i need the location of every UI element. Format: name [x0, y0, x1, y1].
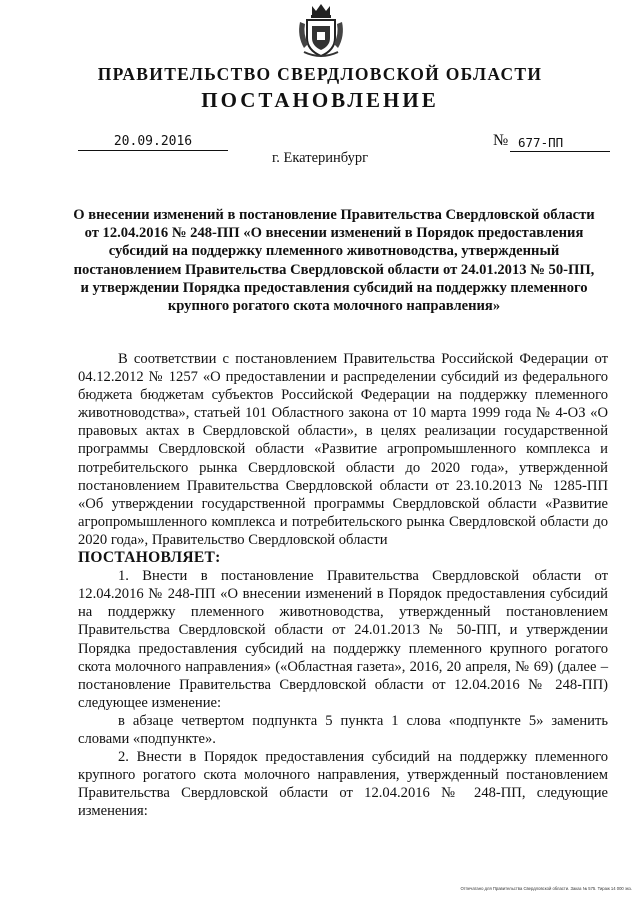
document-type: ПОСТАНОВЛЕНИЕ	[201, 88, 439, 112]
document-date: 20.09.2016	[78, 134, 228, 151]
document-number: 677-ПП	[510, 135, 610, 152]
item-1-sub-paragraph: в абзаце четвертом подпункта 5 пункта 1 слова «подпункте 5» заменить словами «подпункте».	[78, 712, 608, 747]
government-name: ПРАВИТЕЛЬСТВО СВЕРДЛОВСКОЙ ОБЛАСТИ	[97, 64, 543, 84]
item-1-paragraph: 1. Внести в постановление Правительства Свердловской области от 12.04.2016 № 248-ПП «О внесении изменений в Порядок предоставления субсидий на поддержку племенного животноводства, утвержденный постановлением Правительства Свердловской области от 24.01.2013 № 50-ПП, и утверждении Порядка предоставления субсидий на поддержку племенного крупного рогатого скота молочного направления» («Областная газета», 2016, 20 апреля, № 69) (далее – постановление Правительства Свердловской области от 12.04.2016 № 248-ПП) следующее изменение:	[78, 568, 608, 711]
document-title: О внесении изменений в постановление Правительства Свердловской области от 12.04.2016 № 248-ПП «О внесении изменений в Порядок предоставления субсидий на поддержку племенного животноводства, утвержденный постановлением Правительства Свердловской области от 24.01.2013 № 50-ПП, и утверждении Порядка предоставления субсидий на поддержку племенного крупного рогатого скота молочного направления»	[73, 207, 595, 315]
preamble-paragraph: В соответствии с постановлением Правительства Российской Федерации от 04.12.2012 № 1257 «О предоставлении и распределении субсидий из федерального бюджета бюджетам субъектов Российской Федерации на поддержку племенного животноводства», статьей 101 Областного закона от 10 марта 1999 года № 4-ОЗ «О правовых актах в Свердловской области», в целях реализации государственной программы Свердловской области «Развитие агропромышленного комплекса и потребительского рынка Свердловской области до 2020 года», утвержденной постановлением Правительства Свердловской области от 23.10.2013 № 1285-ПП «Об утверждении государственной программы Свердловской области «Развитие агропромышленного комплекса и потребительского рынка Свердловской области до 2020 года», Правительство Свердловской области	[78, 351, 608, 548]
city: г. Екатеринбург	[271, 150, 369, 166]
coat-of-arms-icon	[296, 2, 346, 60]
print-footer: Отпечатано для Правительства Свердловской области. Заказ № 575. Тираж 14 000 экз.	[460, 886, 632, 891]
number-sign: №	[493, 132, 509, 149]
document-body	[78, 350, 608, 820]
resolve-heading: ПОСТАНОВЛЯЕТ:	[78, 549, 221, 567]
item-2-paragraph: 2. Внести в Порядок предоставления субсидий на поддержку племенного крупного рогатого скота молочного направления, утвержденный постановлением Правительства Свердловской области от 12.04.2016 № 248-ПП, следующие изменения:	[78, 749, 608, 820]
